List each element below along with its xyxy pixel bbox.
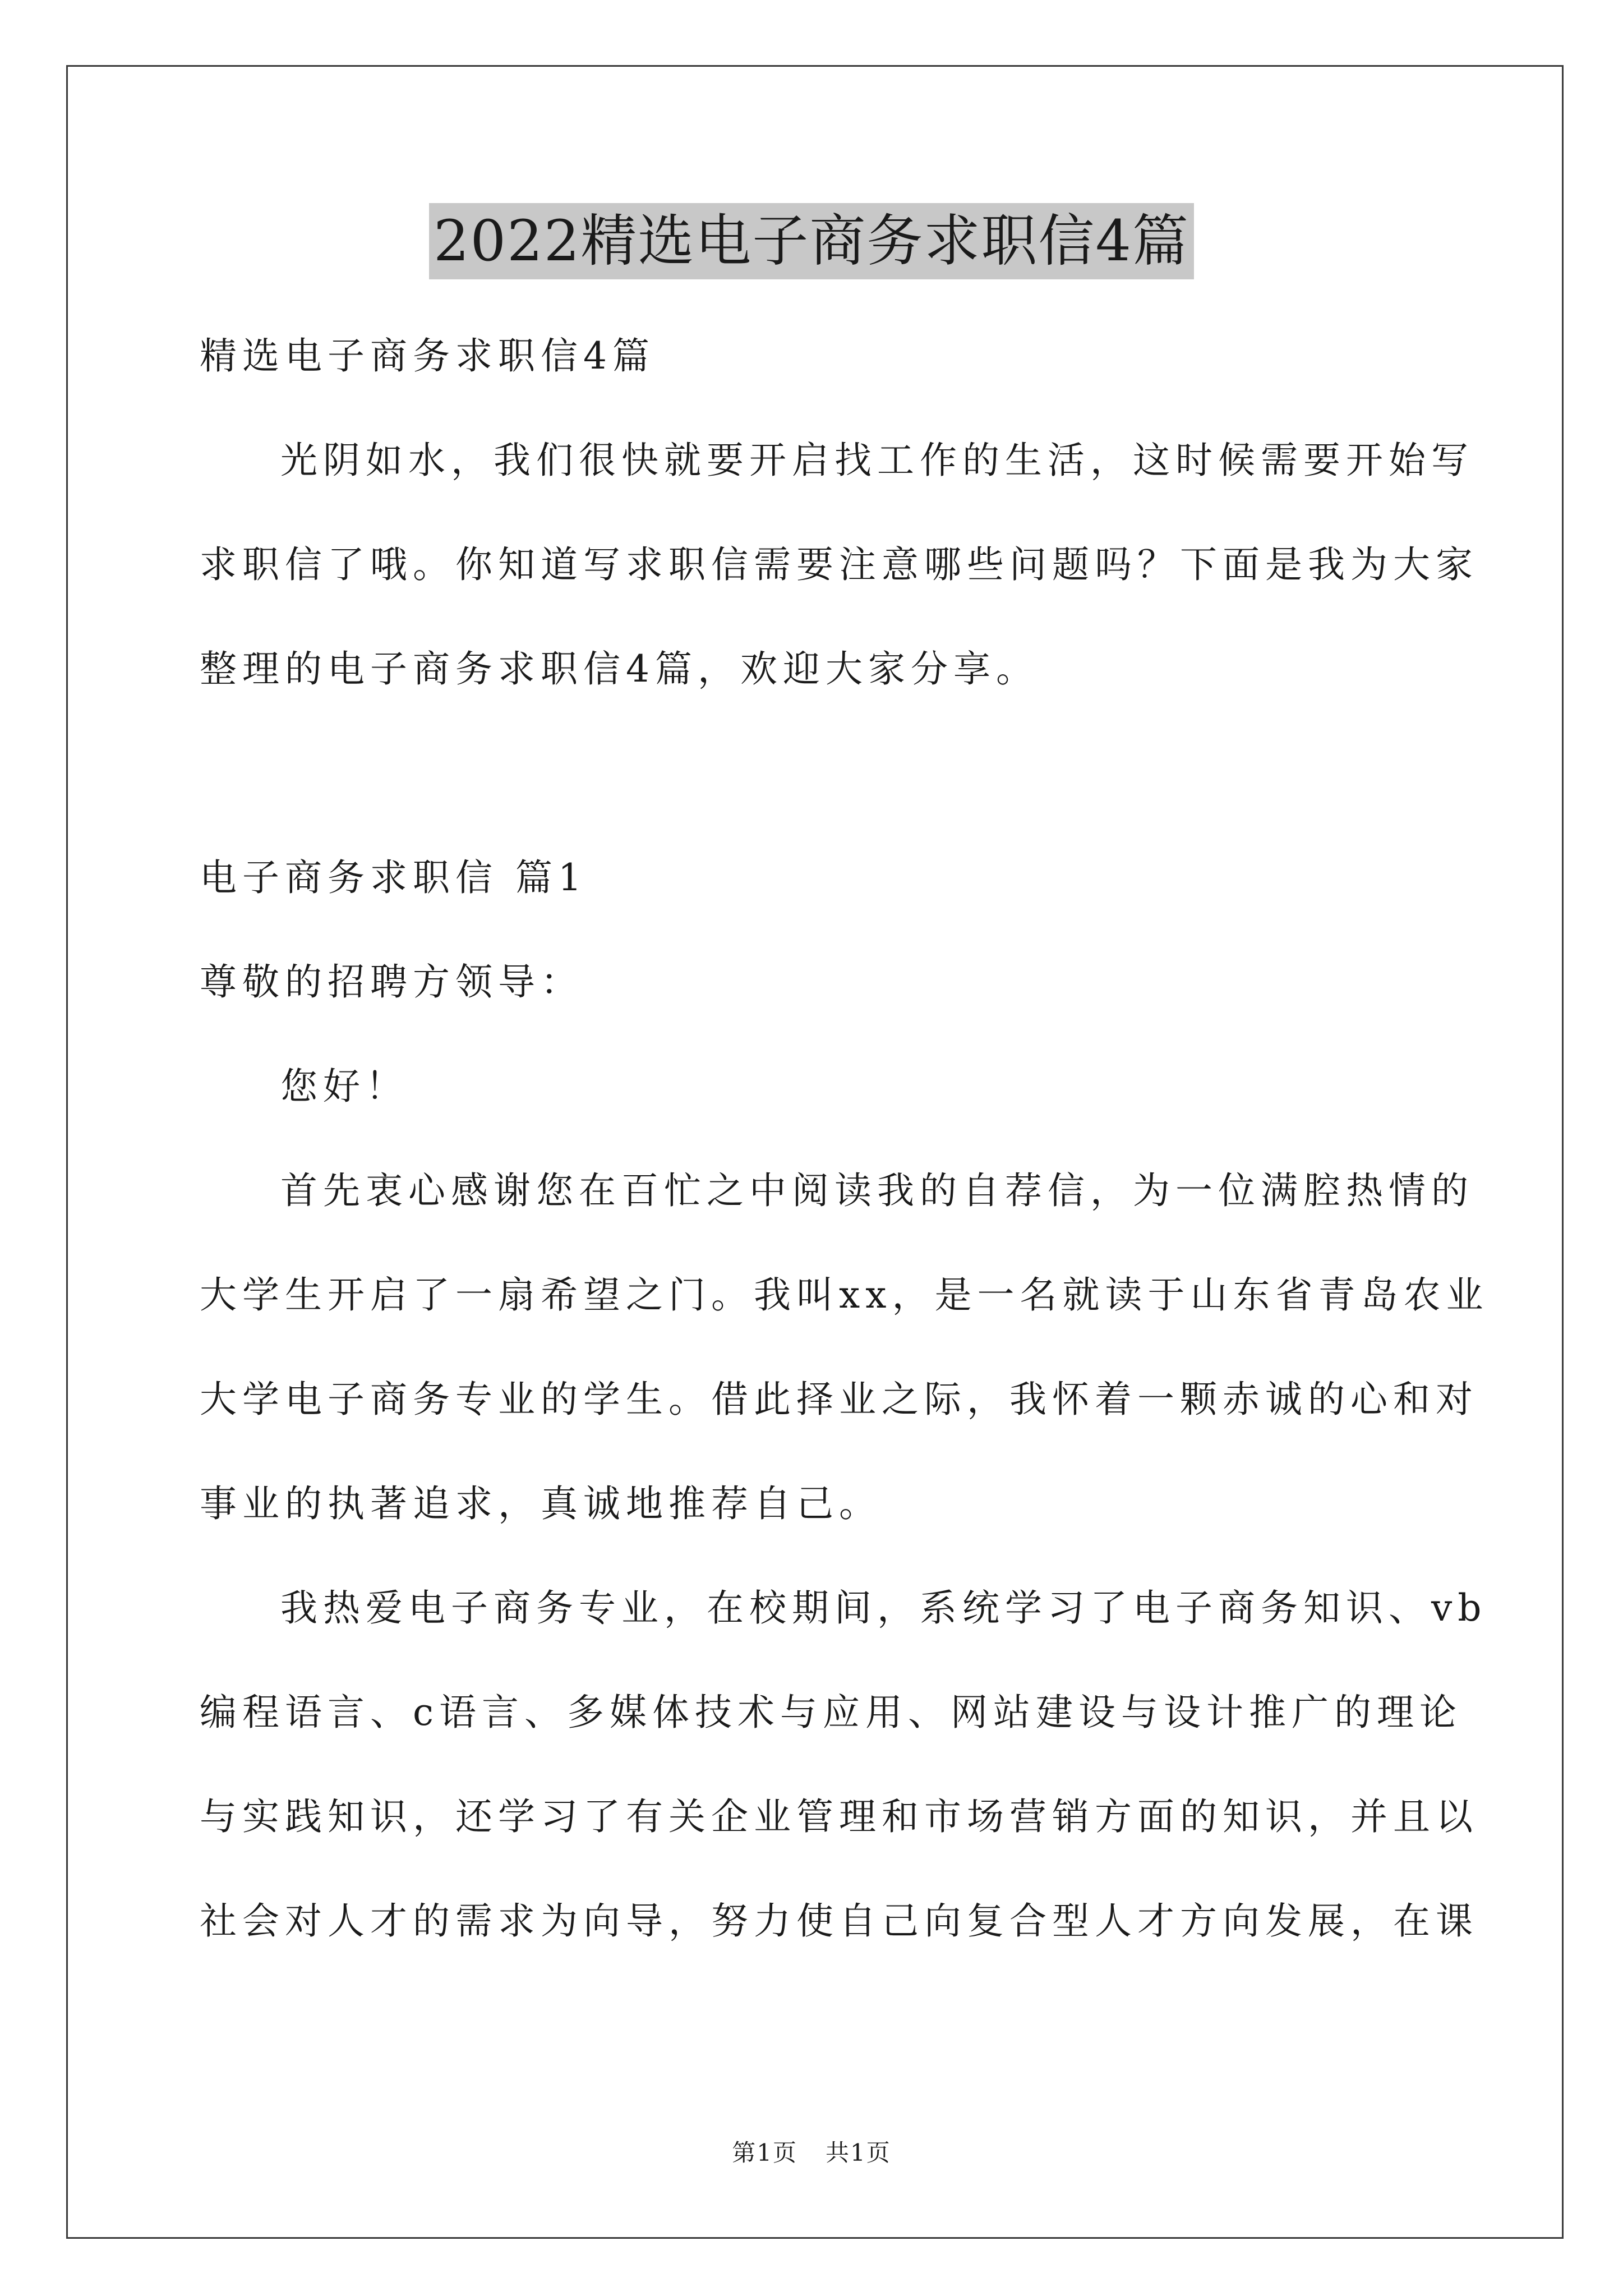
document-body xyxy=(200,304,1489,1973)
intro-line-1: 光阴如水，我们很快就要开启找工作的生活，这时候需要开始写 xyxy=(280,439,1474,482)
body-line-8: 社会对人才的需求为向导，努力使自己向复合型人才方向发展，在课 xyxy=(200,1899,1478,1943)
body-line-2: 大学生开启了一扇希望之门。我叫xx，是一名就读于山东省青岛农业 xyxy=(200,1273,1489,1317)
subtitle-line: 精选电子商务求职信4篇 xyxy=(200,334,655,378)
body-line-5: 我热爱电子商务专业，在校期间，系统学习了电子商务知识、vb xyxy=(280,1586,1487,1630)
greeting: 您好！ xyxy=(280,1065,408,1108)
salutation: 尊敬的招聘方领导： xyxy=(200,960,583,1004)
body-line-3: 大学电子商务专业的学生。借此择业之际，我怀着一颗赤诚的心和对 xyxy=(200,1378,1478,1421)
page-total: 共1页 xyxy=(826,2139,891,2166)
body-line-6: 编程语言、c语言、多媒体技术与应用、网站建设与设计推广的理论 xyxy=(200,1691,1462,1734)
title-area xyxy=(0,203,1623,279)
section-heading: 电子商务求职信 篇1 xyxy=(200,856,587,899)
intro-line-2: 求职信了哦。你知道写求职信需要注意哪些问题吗？下面是我为大家 xyxy=(200,543,1478,586)
body-line-1: 首先衷心感谢您在百忙之中阅读我的自荐信，为一位满腔热情的 xyxy=(280,1169,1474,1212)
page-footer xyxy=(0,2136,1623,2170)
page-number: 第1页 xyxy=(732,2139,797,2166)
body-line-4: 事业的执著追求，真诚地推荐自己。 xyxy=(200,1482,882,1525)
body-line-7: 与实践知识，还学习了有关企业管理和市场营销方面的知识，并且以 xyxy=(200,1795,1478,1838)
paragraph-gap xyxy=(200,721,1428,826)
intro-line-3: 整理的电子商务求职信4篇，欢迎大家分享。 xyxy=(200,647,1039,691)
document-title: 2022精选电子商务求职信4篇 xyxy=(429,203,1194,279)
